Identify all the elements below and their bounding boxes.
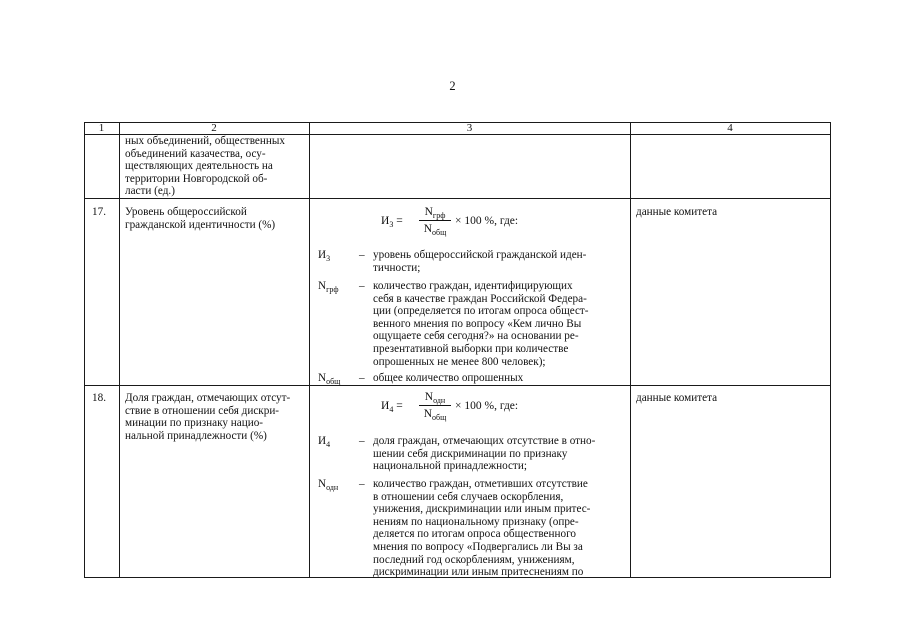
definition-dash: –	[359, 372, 365, 384]
definition-symbol: $N_{общ}$	[318, 372, 341, 386]
header-col-1: 1	[98, 122, 105, 134]
definition-text: доля граждан, отмечающих отсутствие в отно- шении себя дискриминации по признаку национальной принадлежности;	[373, 435, 596, 473]
header-col-4: 4	[727, 122, 733, 134]
column-divider	[309, 122, 310, 578]
table-border-right	[830, 122, 831, 578]
definition-text: уровень общероссийской гражданской иден- тичности;	[373, 249, 587, 274]
definition-text: количество граждан, отметивших отсутствие в отношении себя случаев оскорбления, унижения, дискриминации или иным притес- нениям по национальному признаку (опре- деляется по итогам опроса общественного мнения по вопросу «Подвергались ли Вы за последний год оскорблениям, унижениям, дискриминации или иным притеснениям по	[373, 478, 591, 579]
definition-dash: –	[359, 280, 365, 292]
definition-symbol: $N_{одн}$	[318, 478, 339, 492]
row-number: 18.	[92, 392, 106, 404]
column-divider	[119, 122, 120, 578]
indicator-name: Уровень общероссийской гражданской идентичности (%)	[125, 206, 276, 231]
table-border-left	[84, 122, 85, 578]
data-source: данные комитета	[636, 392, 718, 404]
header-col-2: 2	[211, 122, 217, 134]
column-divider	[630, 122, 631, 578]
definition-symbol: $И_3$	[318, 249, 331, 263]
definition-dash: –	[359, 249, 365, 261]
row-number: 17.	[92, 206, 106, 218]
definition-symbol: $И_4$	[318, 435, 331, 449]
indicator-name: Доля граждан, отмечающих отсут- ствие в отношении себя дискри- минации по признаку нацио- нальной принадлежности (%)	[125, 392, 291, 442]
data-source: данные комитета	[636, 206, 718, 218]
page-number: 2	[449, 79, 456, 93]
table-row-divider	[84, 198, 831, 199]
continued-indicator: ных объединений, общественных объединений казачества, осу- ществляющих деятельность на территории Новгородской об- ласти (ед.)	[125, 135, 285, 198]
table-row-divider	[84, 385, 831, 386]
definition-symbol: $N_{грф}$	[318, 280, 339, 294]
header-col-3: 3	[466, 122, 473, 134]
definition-dash: –	[359, 478, 365, 490]
definition-text: общее количество опрошенных	[373, 372, 524, 384]
definition-dash: –	[359, 435, 365, 447]
definition-text: количество граждан, идентифицирующих себя в качестве граждан Российской Федера- ции (определяется по итогам опроса общест- венного мнения по вопросу «Кем лично Вы ощущаете себя сегодня?» на основании ре- презентативной выборки при количестве опрошенных не менее 800 человек);	[373, 280, 589, 368]
